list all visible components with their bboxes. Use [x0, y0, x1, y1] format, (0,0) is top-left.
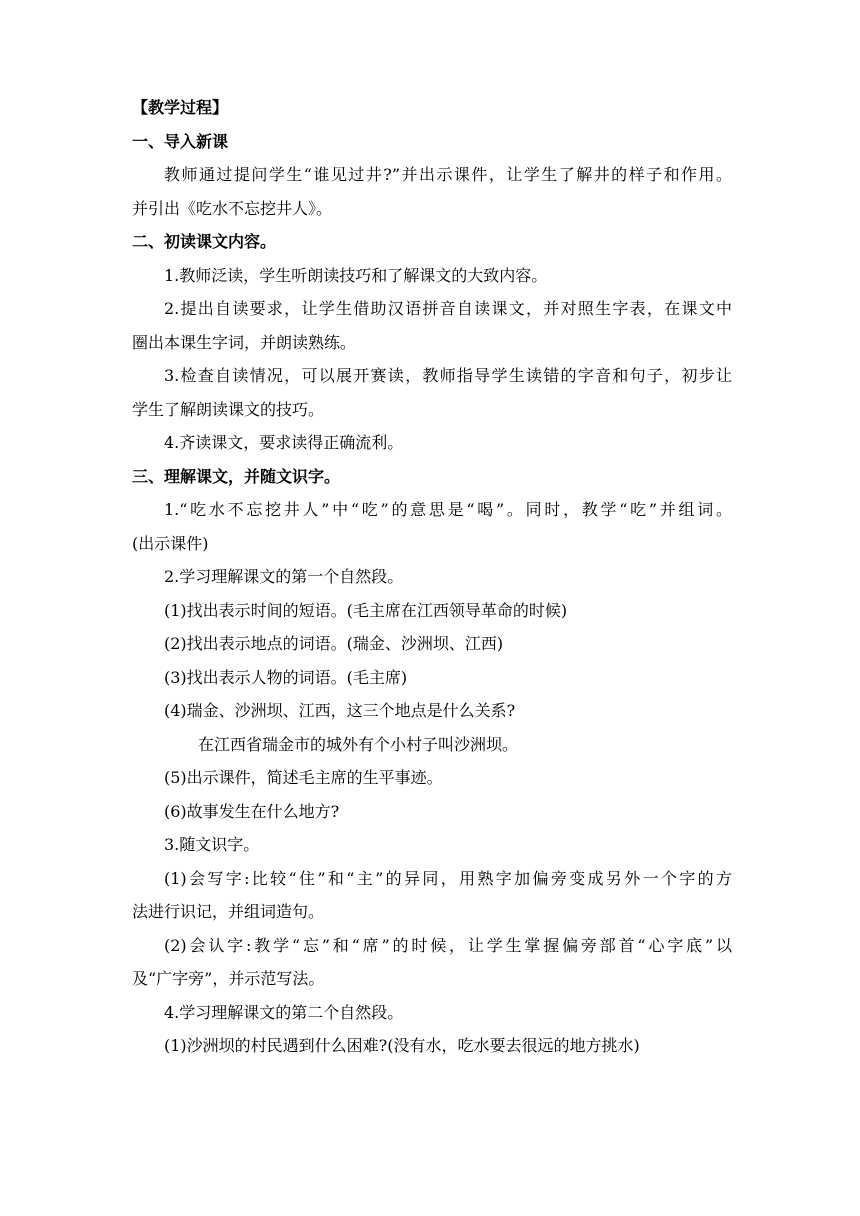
list-item: (1)沙洲坝的村民遇到什么困难?(没有水，吃水要去很远的地方挑水) — [164, 1036, 640, 1055]
list-item: (2)会认字:教学“忘”和“席”的时候，让学生掌握偏旁部首“心字底”以 — [164, 935, 732, 955]
list-item: 3.随文识字。 — [164, 835, 260, 854]
list-item: 1.“吃水不忘挖井人”中“吃”的意思是“喝”。同时，教学“吃”并组词。 — [164, 500, 732, 519]
paragraph-line: 教师通过提问学生“谁见过井?”并出示课件，让学生了解井的样子和作用。 — [164, 165, 732, 184]
heading-understand-text: 三、理解课文，并随文识字。 — [132, 466, 341, 486]
heading-import-lesson: 一、导入新课 — [132, 131, 229, 151]
list-item: 3.检查自读情况，可以展开赛读，教师指导学生读错的字音和句子，初步让 — [164, 366, 732, 385]
list-item: 2.提出自读要求，让学生借助汉语拼音自读课文，并对照生字表，在课文中 — [164, 299, 732, 318]
list-item: (2)找出表示地点的词语。(瑞金、沙洲坝、江西) — [164, 634, 504, 653]
list-item: 4.齐读课文，要求读得正确流利。 — [164, 433, 404, 452]
list-item-continuation: 圈出本课生字词，并朗读熟练。 — [132, 332, 357, 352]
list-item-continuation: (出示课件) — [132, 533, 209, 553]
list-item: (6)故事发生在什么地方? — [164, 801, 340, 821]
list-item: (1)会写字:比较“住”和“主”的异同，用熟字加偏旁变成另外一个字的方 — [164, 868, 732, 888]
list-item-answer: 在江西省瑞金市的城外有个小村子叫沙洲坝。 — [198, 734, 519, 754]
list-item-continuation: 及“广字旁”，并示范写法。 — [132, 969, 325, 988]
list-item: (5)出示课件，简述毛主席的生平事迹。 — [164, 768, 443, 787]
list-item: (1)找出表示时间的短语。(毛主席在江西领导革命的时候) — [164, 600, 568, 620]
list-item: (4)瑞金、沙洲坝、江西，这三个地点是什么关系? — [164, 701, 516, 720]
paragraph-line: 并引出《吃水不忘挖井人》。 — [132, 198, 333, 218]
list-item: 4.学习理解课文的第二个自然段。 — [164, 1002, 404, 1022]
list-item-continuation: 学生了解朗读课文的技巧。 — [132, 399, 325, 419]
document-body — [132, 97, 732, 1069]
section-title: 【教学过程】 — [132, 98, 229, 117]
list-item: 2.学习理解课文的第一个自然段。 — [164, 567, 404, 586]
list-item: 1.教师泛读，学生听朗读技巧和了解课文的大致内容。 — [164, 265, 548, 285]
list-item: (3)找出表示人物的词语。(毛主席) — [164, 667, 408, 687]
list-item-continuation: 法进行识记，并组词造句。 — [132, 902, 325, 921]
heading-first-reading: 二、初读课文内容。 — [132, 232, 277, 251]
